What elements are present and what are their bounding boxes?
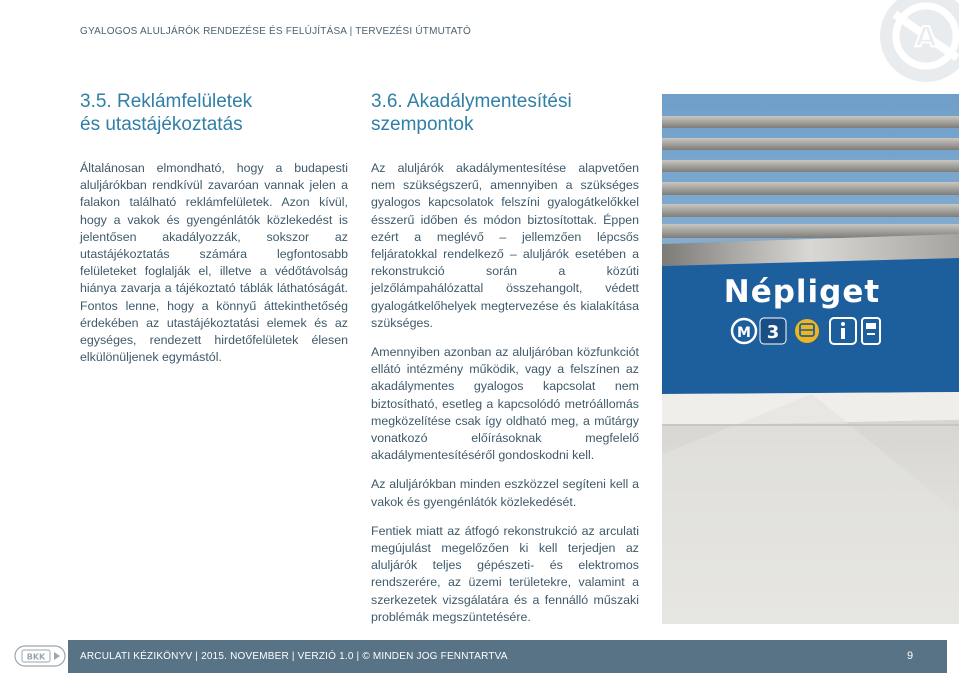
section-paragraph: Az aluljárók akadálymentesítése alapvetően nem szükségszerű, amennyiben a szükséges gyalogos kapcsolatok felszíni gyalogátkelőkkel ésszerű időben és módon biztosítottak. Éppen ezért a meglévő – jellemzően lépcsős feljáratokkal rendelkező – aluljárók esetében a rekonstrukció során a közúti jelzőlámpahálózattal összehangolt, védett gyalogátkelőhelyek megtervezése és kialakítása szükséges. xyxy=(371,161,639,330)
sign-station-name: Népliget xyxy=(723,274,881,310)
svg-text:M: M xyxy=(737,325,751,341)
corner-logo-letter: A xyxy=(915,20,937,53)
photo-illustration xyxy=(662,94,959,624)
heading-line-1: 3.6. Akadálymentesítési xyxy=(371,91,572,112)
metro-line-number: 3 xyxy=(766,322,780,343)
section-paragraph: Fentiek miatt az átfogó rekonstrukció az arculati megújulást megelőzően ki kell terjedjen az aluljárók teljes gépészeti- és elektromos rendszerére, az üzemi területekre, valamint a szerkezetek vizsgálatára és a fennálló műszaki problémák megszüntetésére. xyxy=(371,523,639,624)
accessibility-a-badge-icon xyxy=(878,0,959,84)
section-paragraph: Általánosan elmondható, hogy a budapesti aluljárókban rendkívül zavaróan vannak jelen a falakon található reklámfelületek. Azon kívül, hogy a vakok és gyengénlátók közlekedést is jelentősen akadályozzák, sokszor az utastájékoztatás számára legfontosabb felületeket foglalják el, illetve a védőtávolság hiánya zavarja a tájékoztató táblák láthatóságát. Fontos lenne, hogy a könnyű áttekinthetőség érdekében az utastájékoztatási elemek és az egységes, rendezett hirdetőfelületek élesen elkülönüljenek egymástól. xyxy=(80,161,348,365)
section-billboards xyxy=(80,90,348,366)
station-sign-photo xyxy=(662,94,959,624)
page-number: 9 xyxy=(907,650,914,662)
bkk-badge-text: BKK xyxy=(26,652,46,662)
heading-line-2: szempontok xyxy=(371,114,474,135)
bus-icon xyxy=(795,319,819,343)
page-footer xyxy=(0,640,959,673)
section-heading xyxy=(371,90,639,136)
section-paragraph: Amennyiben azonban az aluljáróban közfunkciót ellátó intézmény működik, vagy a felszínen az akadálymentes gyalogos kapcsolat nem biztosítható, esetleg a kapcsolódó metróállomás megközelítése csak így oldható meg, a műtárgy vonatkozó előírásoknak megfelelő akadálymentesítéséről gondoskodni kell. xyxy=(371,345,639,463)
section-paragraph: Az aluljárókban minden eszközzel segíteni kell a vakok és gyengénlátók közlekedését. xyxy=(371,477,639,509)
bkk-badge xyxy=(14,645,66,667)
section-heading xyxy=(80,90,348,136)
heading-line-1: 3.5. Reklámfelületek xyxy=(80,91,253,112)
document-header-title: GYALOGOS ALULJÁRÓK RENDEZÉSE ÉS FELÚJÍTÁSA | TERVEZÉSI ÚTMUTATÓ xyxy=(80,26,472,37)
heading-line-2: és utastájékoztatás xyxy=(80,114,243,135)
metro-line-badge xyxy=(760,318,786,344)
section-accessibility xyxy=(371,90,639,638)
footer-text: ARCULATI KÉZIKÖNYV | 2015. NOVEMBER | VERZIÓ 1.0 | © MINDEN JOG FENNTARTVA xyxy=(80,651,508,662)
